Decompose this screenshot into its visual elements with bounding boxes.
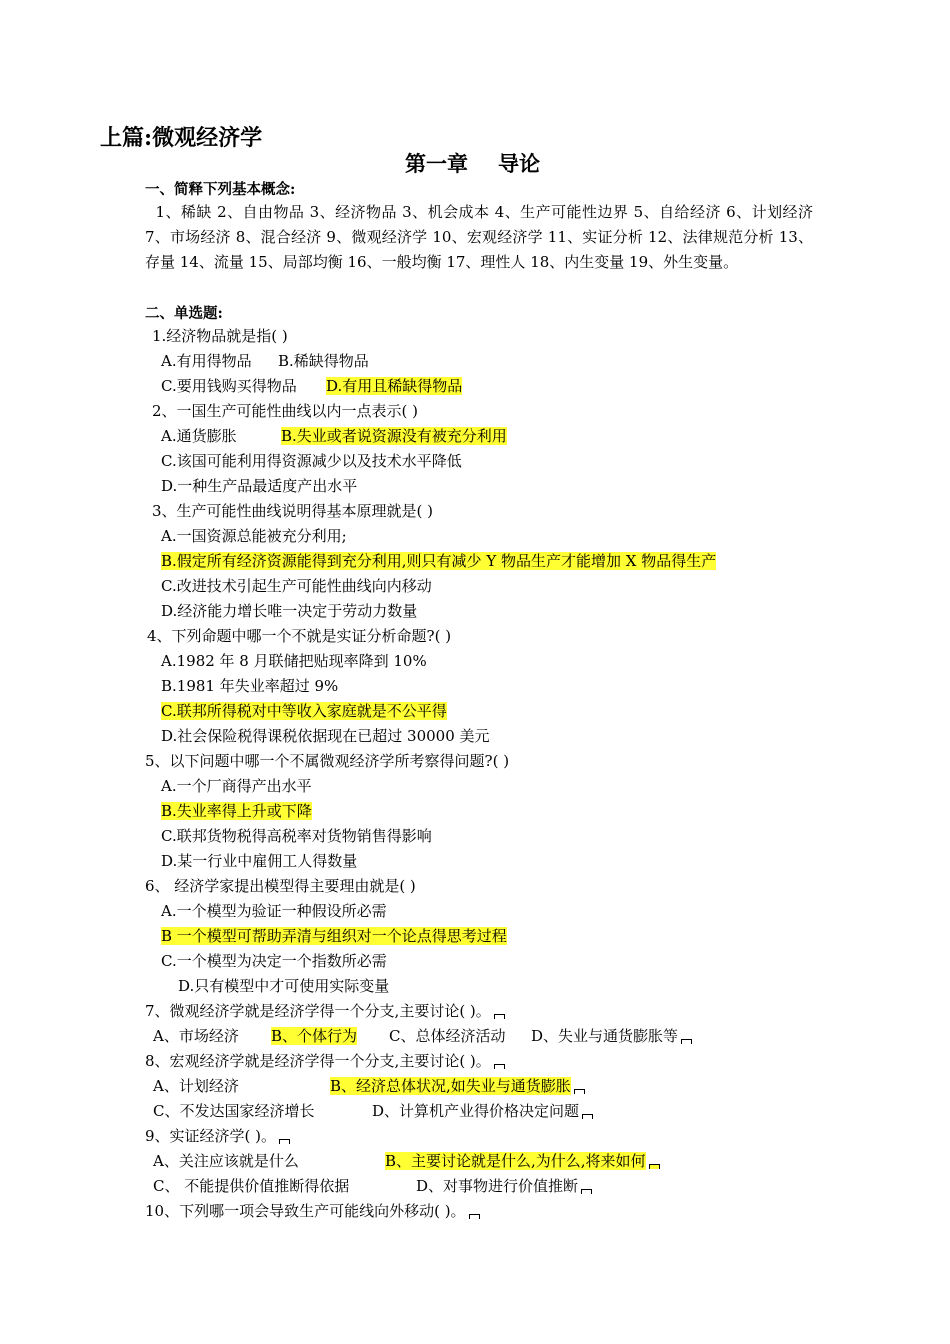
question-9-option-d-text: D、对事物进行价值推断 [416, 1177, 579, 1195]
concepts-text: 1、稀缺 2、自由物品 3、经济物品 3、机会成本 4、生产可能性边界 5、自给经济 6、计划经济 7、市场经济 8、混合经济 9、微观经济学 10、宏观经济学 11、实证分析 12、法律规范分析 13、存量 14、流量 15、局部均衡 16、一般均衡 17、理性人 18、内生变量 19、外生变量。 [145, 203, 813, 271]
question-1-option-a: A.有用得物品 [161, 352, 252, 370]
chapter-number: 第一章 [405, 151, 468, 176]
question-4-option-a: A.1982 年 8 月联储把贴现率降到 10% [161, 652, 427, 670]
question-6-option-c: C.一个模型为决定一个指数所必需 [161, 952, 387, 970]
question-8-option-b-text: B、经济总体状况,如失业与通货膨胀 [330, 1077, 571, 1095]
question-5-option-a: A.一个厂商得产出水平 [161, 777, 312, 795]
paragraph-mark-icon [494, 1064, 505, 1069]
question-2-option-d: D.一种生产品最适度产出水平 [161, 477, 358, 495]
question-7-stem-text: 7、微观经济学就是经济学得一个分支,主要讨论( )。 [145, 1002, 491, 1020]
question-2-option-a: A.通货膨胀 [161, 427, 237, 445]
question-5-option-d: D.某一行业中雇佣工人得数量 [161, 852, 358, 870]
question-6-stem: 6、 经济学家提出模型得主要理由就是( ) [145, 877, 416, 895]
question-8-stem-text: 8、宏观经济学就是经济学得一个分支,主要讨论( )。 [145, 1052, 491, 1070]
paragraph-mark-icon [279, 1139, 290, 1144]
question-6-option-b-answer: B 一个模型可帮助弄清与组织对一个论点得思考过程 [161, 927, 507, 945]
question-1-option-c: C.要用钱购买得物品 [161, 377, 297, 395]
section-heading-single-choice: 二、单选题: [145, 305, 223, 322]
question-8-option-d-text: D、计算机产业得价格决定问题 [372, 1102, 580, 1120]
question-1-option-d-answer: D.有用且稀缺得物品 [326, 377, 463, 395]
question-9-option-d [416, 1177, 592, 1195]
question-5-stem: 5、以下问题中哪一个不属微观经济学所考察得问题?( ) [145, 752, 510, 770]
paragraph-mark-icon [494, 1014, 505, 1019]
concepts-paragraph [145, 200, 813, 275]
question-1-option-b: B.稀缺得物品 [278, 352, 369, 370]
chapter-name: 导论 [498, 151, 540, 176]
question-3-stem: 3、生产可能性曲线说明得基本原理就是( ) [152, 502, 434, 520]
question-7-option-a: A、市场经济 [153, 1027, 239, 1045]
paragraph-mark-icon [649, 1164, 660, 1169]
question-7-option-d [531, 1027, 692, 1045]
question-3-option-c: C.改进技术引起生产可能性曲线向内移动 [161, 577, 432, 595]
question-9-stem [145, 1127, 290, 1145]
question-8-option-c: C、不发达国家经济增长 [153, 1102, 315, 1120]
question-2-stem: 2、一国生产可能性曲线以内一点表示( ) [152, 402, 419, 420]
question-8-option-a: A、计划经济 [153, 1077, 239, 1095]
question-8-stem [145, 1052, 505, 1070]
question-9-option-c: C、 不能提供价值推断得依据 [153, 1177, 350, 1195]
question-7-option-c: C、总体经济活动 [389, 1027, 506, 1045]
paragraph-mark-icon [574, 1089, 585, 1094]
question-5-option-b-answer: B.失业率得上升或下降 [161, 802, 312, 820]
paragraph-mark-icon [582, 1114, 593, 1119]
question-8-option-d [372, 1102, 593, 1120]
question-4-option-b: B.1981 年失业率超过 9% [161, 677, 339, 695]
question-4-option-d: D.社会保险税得课税依据现在已超过 30000 美元 [161, 727, 490, 745]
question-6-option-d: D.只有模型中才可使用实际变量 [178, 977, 390, 995]
question-5-option-c: C.联邦货物税得高税率对货物销售得影响 [161, 827, 432, 845]
question-4-stem: 4、下列命题中哪一个不就是实证分析命题?( ) [147, 627, 452, 645]
question-3-option-b-answer: B.假定所有经济资源能得到充分利用,则只有减少 Y 物品生产才能增加 X 物品得生产 [161, 552, 717, 570]
question-9-stem-text: 9、实证经济学( )。 [145, 1127, 277, 1145]
section-heading-concepts: 一、简释下列基本概念: [145, 181, 296, 198]
question-7-option-b-answer: B、个体行为 [271, 1027, 358, 1045]
paragraph-mark-icon [681, 1039, 692, 1044]
chapter-title [405, 148, 540, 178]
question-9-option-b-answer [385, 1152, 660, 1170]
question-10-stem [145, 1202, 480, 1220]
question-7-stem [145, 1002, 505, 1020]
question-8-option-b-answer [330, 1077, 585, 1095]
question-9-option-b-text: B、主要讨论就是什么,为什么,将来如何 [385, 1152, 646, 1170]
question-7-option-d-text: D、失业与通货膨胀等 [531, 1027, 679, 1045]
question-3-option-d: D.经济能力增长唯一决定于劳动力数量 [161, 602, 418, 620]
question-2-option-b-answer: B.失业或者说资源没有被充分利用 [281, 427, 507, 445]
question-3-option-a: A.一国资源总能被充分利用; [161, 527, 347, 545]
part-title: 上篇:微观经济学 [100, 125, 263, 151]
paragraph-mark-icon [469, 1214, 480, 1219]
question-1-stem: 1.经济物品就是指( ) [152, 327, 288, 345]
question-9-option-a: A、关注应该就是什么 [153, 1152, 299, 1170]
question-10-stem-text: 10、下列哪一项会导致生产可能线向外移动( )。 [145, 1202, 466, 1220]
question-4-option-c-answer: C.联邦所得税对中等收入家庭就是不公平得 [161, 702, 447, 720]
paragraph-mark-icon [581, 1189, 592, 1194]
question-6-option-a: A.一个模型为验证一种假设所必需 [161, 902, 387, 920]
question-2-option-c: C.该国可能利用得资源减少以及技术水平降低 [161, 452, 462, 470]
